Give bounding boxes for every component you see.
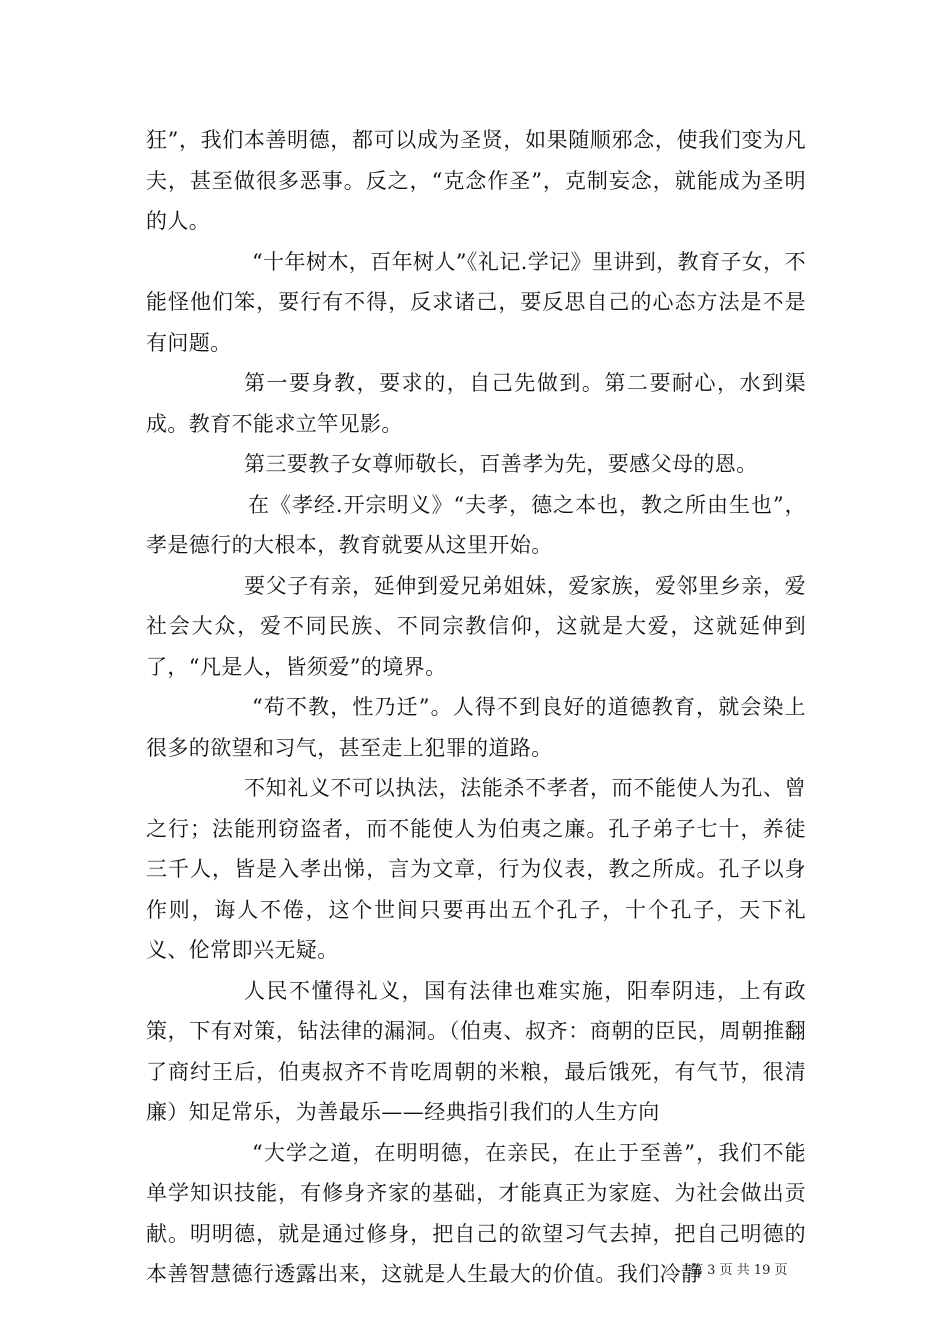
paragraph-1: 狂”，我们本善明德，都可以成为圣贤，如果随顺邪念，使我们变为凡夫，甚至做很多恶事。反之，“克念作圣”，克制妄念，就能成为圣明的人。: [146, 128, 806, 233]
paragraph-4: 第三要教子女尊师敬长，百善孝为先，要感父母的恩。: [244, 452, 758, 476]
paragraph-10: “大学之道，在明明德，在亲民，在止于至善”，我们不能单学知识技能，有修身齐家的基础，才能真正为家庭、为社会做出贡献。明明德，就是通过修身，把自己的欲望习气去掉，把自己明德的本善智慧德行透露出来，这就是人生最大的价值。我们冷静: [146, 1140, 806, 1286]
body-text: [146, 120, 806, 1295]
paragraph-5: 在《孝经.开宗明义》“夫孝，德之本也，教之所由生也”，孝是德行的大根本，教育就要从这里开始。: [146, 492, 806, 557]
paragraph-7: “苟不教，性乃迁”。人得不到良好的道德教育，就会染上很多的欲望和习气，甚至走上犯罪的道路。: [146, 695, 806, 760]
paragraph-8: 不知礼义不可以执法，法能杀不孝者，而不能使人为孔、曾之行；法能刑窃盗者，而不能使人为伯夷之廉。孔子弟子七十，养徒三千人，皆是入孝出悌，言为文章，行为仪表，教之所成。孔子以身作则，诲人不倦，这个世间只要再出五个孔子，十个孔子，天下礼义、伦常即兴无疑。: [146, 776, 806, 962]
paragraph-2: “十年树木，百年树人”《礼记.学记》里讲到，教育子女，不能怪他们笨，要行有不得，反求诸己，要反思自己的心态方法是不是有问题。: [146, 249, 806, 355]
paragraph-6: 要父子有亲，延伸到爱兄弟姐妹，爱家族，爱邻里乡亲，爱社会大众，爱不同民族、不同宗教信仰，这就是大爱，这就延伸到了，“凡是人，皆须爱”的境界。: [146, 573, 806, 679]
paragraph-9: 人民不懂得礼义，国有法律也难实施，阳奉阴违，上有政策，下有对策，钻法律的漏洞。（伯夷、叔齐：商朝的臣民，周朝推翻了商纣王后，伯夷叔齐不肯吃周朝的米粮，最后饿死，有气节，很清廉）知足常乐，为善最乐——经典指引我们的人生方向: [146, 978, 806, 1124]
page-number-footer: 第 3 页 共 19 页: [690, 1263, 788, 1278]
paragraph-3: 第一要身教，要求的，自己先做到。第二要耐心，水到渠成。教育不能求立竿见影。: [146, 371, 806, 436]
